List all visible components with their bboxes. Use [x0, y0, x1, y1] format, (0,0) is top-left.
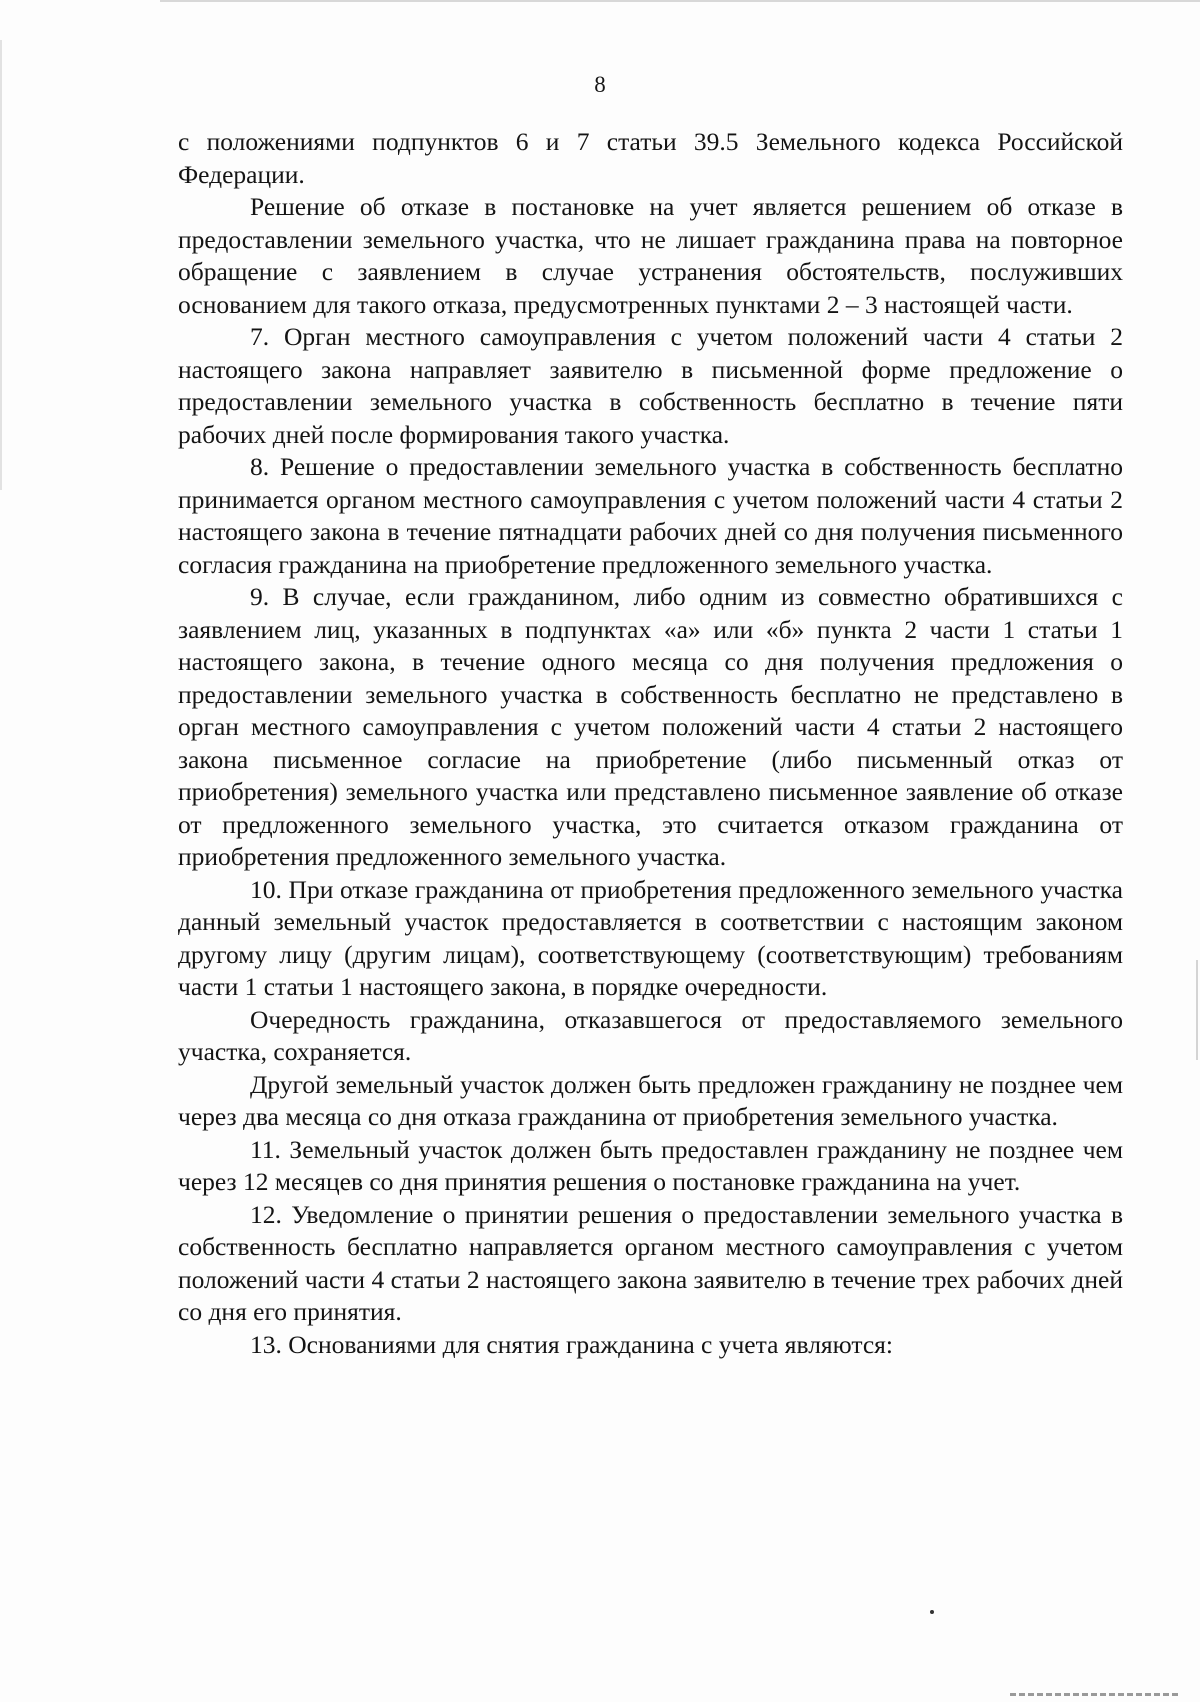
paragraph-item-9: 9. В случае, если гражданином, либо одним из совместно обратившихся с заявлением лиц, указанных в подпунктах «а» или «б» пункта 2 части 1 статьи 1 настоящего закона, в течение одного месяца со дня получения предложения о предоставлении земельного участка в собственность бесплатно не представлено в орган местного самоуправления с учетом положений части 4 статьи 2 настоящего закона письменное согласие на приобретение (либо письменный отказ от приобретения) земельного участка или представлено письменное заявление об отказе от предложенного земельного участка, это считается отказом гражданина от приобретения предложенного земельного участка. — [178, 582, 1123, 871]
document-body — [178, 126, 1123, 1361]
scan-edge-left — [0, 40, 2, 490]
paragraph-other-plot: Другой земельный участок должен быть предложен гражданину не позднее чем через два месяца со дня отказа гражданина от приобретения земельного участка. — [178, 1069, 1123, 1131]
scan-edge-right — [1196, 960, 1198, 1060]
paragraph-refusal-decision: Решение об отказе в постановке на учет является решением об отказе в предоставлении земельного участка, что не лишает гражданина права на повторное обращение с заявлением в случае устранения обстоятельств, послуживших основанием для такого отказа, предусмотренных пунктами 2 – 3 настоящей части. — [178, 192, 1123, 319]
page-number: 8 — [594, 72, 606, 97]
paragraph-item-13: 13. Основаниями для снятия гражданина с учета являются: — [250, 1329, 893, 1359]
paragraph-item-8: 8. Решение о предоставлении земельного участка в собственность бесплатно принимается органом местного самоуправления с учетом положений части 4 статьи 2 настоящего закона в течение пятнадцати рабочих дней со дня получения письменного согласия гражданина на приобретение предложенного земельного участка. — [178, 452, 1123, 579]
paragraph-item-12: 12. Уведомление о принятии решения о предоставлении земельного участка в собственность бесплатно направляется органом местного самоуправления с учетом положений части 4 статьи 2 настоящего закона заявителю в течение трех рабочих дней со дня его принятия. — [178, 1199, 1123, 1326]
paragraph-item-10: 10. При отказе гражданина от приобретения предложенного земельного участка данный земельный участок предоставляется в соответствии с настоящим законом другому лицу (другим лицам), соответствующему (соответствующим) требованиям части 1 статьи 1 настоящего закона, в порядке очередности. — [178, 874, 1123, 1001]
paragraph-item-11: 11. Земельный участок должен быть предоставлен гражданину не позднее чем через 12 месяцев со дня принятия решения о постановке гражданина на учет. — [178, 1134, 1123, 1196]
scan-speck — [930, 1610, 934, 1614]
scan-footer-mark — [1010, 1693, 1180, 1696]
paragraph-continuation: с положениями подпунктов 6 и 7 статьи 39.5 Земельного кодекса Российской Федерации. — [178, 127, 1123, 189]
paragraph-item-7: 7. Орган местного самоуправления с учетом положений части 4 статьи 2 настоящего закона направляет заявителю в письменной форме предложение о предоставлении земельного участка в собственность бесплатно в течение пяти рабочих дней после формирования такого участка. — [178, 322, 1123, 449]
scan-edge-top — [160, 0, 1200, 2]
paragraph-queue-preserved: Очередность гражданина, отказавшегося от предоставляемого земельного участка, сохраняется. — [178, 1004, 1123, 1066]
